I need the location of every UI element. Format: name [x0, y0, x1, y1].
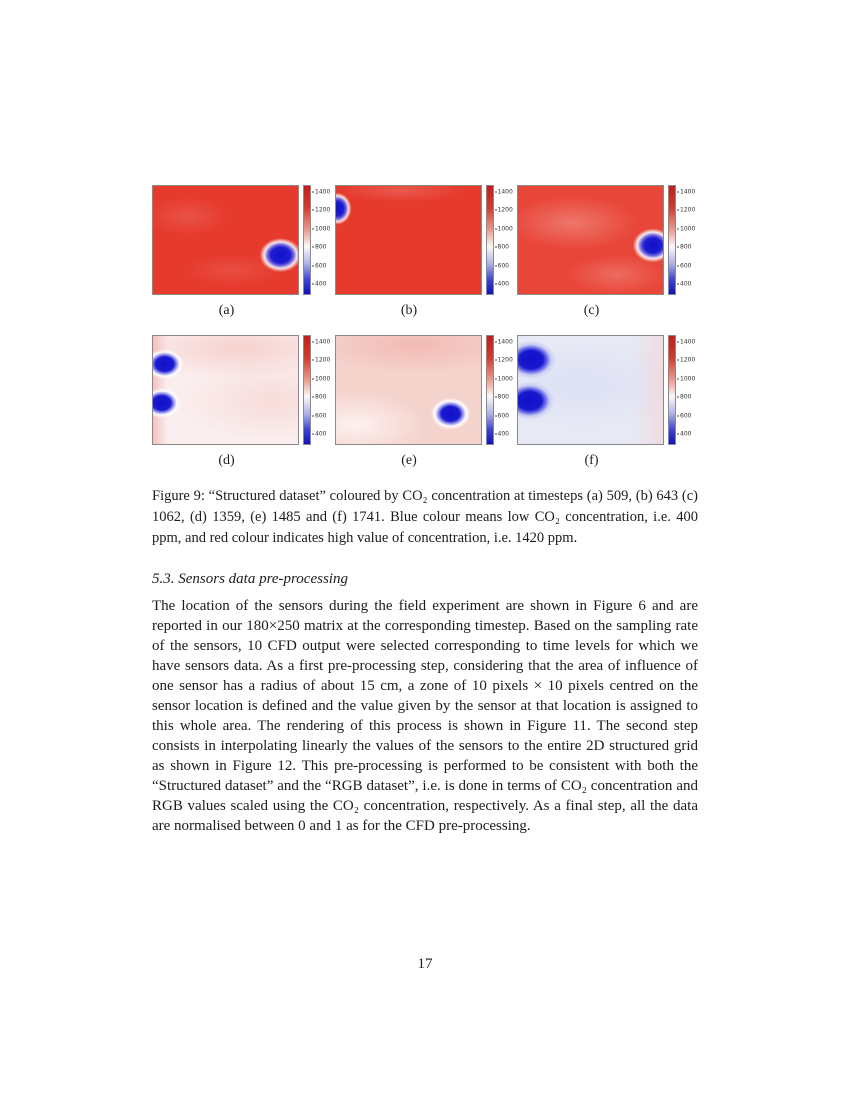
heatmap-c: [517, 185, 664, 295]
colorbar-tick: 1200: [677, 207, 695, 214]
colorbar-ticks: [676, 335, 698, 445]
colorbar-tick: 600: [495, 262, 509, 269]
colorbar-tick: 1400: [495, 338, 513, 345]
colorbar-tick: 1000: [495, 225, 513, 232]
plot-group-d: [152, 335, 333, 445]
colorbar-ticks: [494, 185, 516, 295]
colorbar-tick: 1400: [677, 188, 695, 195]
colorbar-tick: 400: [677, 281, 691, 288]
heatmap-e: [335, 335, 482, 445]
panel-label-a: (a): [218, 303, 235, 318]
colorbar-tick: 400: [495, 431, 509, 438]
colorbar-ticks: [311, 335, 333, 445]
colorbar-tick: 800: [495, 394, 509, 401]
figure-panel-d: [152, 335, 333, 470]
heatmap-a: [152, 185, 299, 295]
page-number: 17: [417, 956, 433, 972]
plot-group-f: [517, 335, 698, 445]
colorbar-gradient: [303, 335, 311, 445]
colorbar-tick: 1200: [312, 207, 330, 214]
colorbar-d: [303, 335, 333, 445]
colorbar-e: [486, 335, 516, 445]
panel-label-f: (f): [584, 453, 599, 468]
body-paragraph: The location of the sensors during the field experiment are shown in Figure 6 and are reported in our 180×250 matrix at the corresponding timestep. Based on the sampling rate of the sensors, 10 CFD output were selected corresponding to time levels for which we have sensors data. As a first pre-processing step, considering that the area of influence of one sensor has a radius of about 15 cm, a zone of 10 pixels × 10 pixels centred on the sensor location is defined and the value given by the sensor at that location is assigned to this whole area. The rendering of this process is shown in Figure 11. The second step consists in interpolating linearly the values of the sensors to the entire 2D structured grid as shown in Figure 12. This pre-processing is performed to be consistent with both the “Structured dataset” and the “RGB dataset”, i.e. is done in terms of CO₂ concentration and RGB values scaled using the CO₂ concentration, respectively. As a final step, all the data are normalised between 0 and 1 as for the CFD pre-processing.: [152, 598, 698, 834]
heatmap-f: [517, 335, 664, 445]
colorbar-tick: 1200: [495, 207, 513, 214]
colorbar-tick: 800: [495, 244, 509, 251]
page-content: [152, 185, 698, 836]
colorbar-tick: 400: [495, 281, 509, 288]
colorbar-tick: 600: [677, 412, 691, 419]
plot-group-e: [335, 335, 516, 445]
colorbar-tick: 1000: [312, 375, 330, 382]
colorbar-gradient: [668, 335, 676, 445]
colorbar-tick: 1200: [495, 357, 513, 364]
colorbar-tick: 600: [312, 412, 326, 419]
plot-group-c: [517, 185, 698, 295]
colorbar-tick: 600: [677, 262, 691, 269]
colorbar-ticks: [494, 335, 516, 445]
colorbar-gradient: [486, 335, 494, 445]
colorbar-ticks: [676, 185, 698, 295]
heatmap-b: [335, 185, 482, 295]
heatmap-d: [152, 335, 299, 445]
colorbar-tick: 800: [677, 394, 691, 401]
colorbar-tick: 400: [312, 431, 326, 438]
colorbar-tick: 600: [495, 412, 509, 419]
colorbar-tick: 600: [312, 262, 326, 269]
colorbar-tick: 1400: [312, 188, 330, 195]
colorbar-tick: 400: [312, 281, 326, 288]
panel-label-e: (e): [401, 453, 417, 468]
colorbar-tick: 1000: [677, 225, 695, 232]
figure-panel-e: [335, 335, 516, 470]
panel-label-b: (b): [400, 303, 418, 318]
figure-panel-a: [152, 185, 333, 320]
colorbar-tick: 1000: [312, 225, 330, 232]
plot-group-a: [152, 185, 333, 295]
colorbar-f: [668, 335, 698, 445]
figure-row-2: [152, 335, 698, 470]
colorbar-gradient: [303, 185, 311, 295]
colorbar-tick: 400: [677, 431, 691, 438]
colorbar-tick: 1400: [495, 188, 513, 195]
colorbar-a: [303, 185, 333, 295]
figure-panel-c: [517, 185, 698, 320]
colorbar-tick: 1000: [677, 375, 695, 382]
colorbar-tick: 800: [677, 244, 691, 251]
figure-row-1: [152, 185, 698, 320]
panel-label-d: (d): [218, 453, 235, 468]
colorbar-c: [668, 185, 698, 295]
colorbar-gradient: [668, 185, 676, 295]
section-heading: 5.3. Sensors data pre-processing: [152, 571, 348, 587]
colorbar-tick: 1200: [312, 357, 330, 364]
colorbar-tick: 1200: [677, 357, 695, 364]
colorbar-b: [486, 185, 516, 295]
colorbar-tick: 1000: [495, 375, 513, 382]
figure-caption: Figure 9: “Structured dataset” coloured by CO₂ concentration at timesteps (a) 509, (b) 643 (c) 1062, (d) 1359, (e) 1485 and (f) 1741. Blue colour means low CO₂ concentration, i.e. 400 ppm, and red colour indicates high value of concentration, i.e. 1420 ppm.: [152, 488, 698, 546]
colorbar-tick: 1400: [677, 338, 695, 345]
colorbar-ticks: [311, 185, 333, 295]
panel-label-c: (c): [583, 303, 600, 318]
figure-panel-b: [335, 185, 516, 320]
colorbar-gradient: [486, 185, 494, 295]
colorbar-tick: 800: [312, 394, 326, 401]
figure-panel-f: [517, 335, 698, 470]
plot-group-b: [335, 185, 516, 295]
colorbar-tick: 800: [312, 244, 326, 251]
colorbar-tick: 1400: [312, 338, 330, 345]
